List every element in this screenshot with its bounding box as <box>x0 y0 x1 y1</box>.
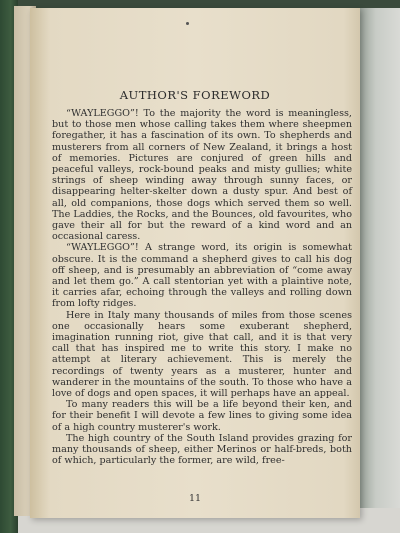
page-number: 11 <box>188 493 202 504</box>
book-cover-right <box>360 8 400 508</box>
paragraph-4: To many readers this will be a life beyond their ken, and for their benefit I will devote a few lines to giving some idea of a high country musterer's work. <box>52 399 352 433</box>
paragraph-5: The high country of the South Island provides grazing for many thousands of sheep, either Merinos or half-breds, both of which, particularly the former, are wild, free- <box>52 432 352 467</box>
page-mark <box>186 22 189 25</box>
body-text <box>52 108 352 467</box>
paragraph-2: “WAYLEGGO”! A strange word, its origin is somewhat obscure. It is the command a shepherd gives to call his dog off sheep, and is presumably an abbreviation of “come away and let them go.” A call stentorian yet with a plaintive note, it carries afar, echoing through the valleys and rolling down from lofty ridges. <box>52 242 352 310</box>
paragraph-1: “WAYLEGGO”! To the majority the word is meaningless, but to those men whose calling takes them where sheepmen foregather, it has a fascination of its own. To shepherds and musterers from all corners of New Zealand, it brings a host of memories. Pictures are conjured of green hills and peaceful valleys, rock-bound peaks and misty gullies; white strings of sheep winding away through sunny faces, or disappearing helter-skelter down a dusty spur. And best of all, old companions, those dogs which served them so well. The Laddies, the Rocks, and the Bounces, old favourites, who gave their all for but the reward of a kind word and an occasional caress. <box>52 108 352 243</box>
paragraph-3: Here in Italy many thousands of miles from those scenes one occasionally hears some exuberant shepherd, imagination running riot, give that call, and it is that very call that has inspired me to write this story. I make no attempt at literary achievement. This is merely the recordings of twenty years as a musterer, hunter and wanderer in the mountains of the south. To those who have a love of dogs and open spaces, it will perhaps have an appeal. <box>52 309 352 400</box>
page-title: AUTHOR'S FOREWORD <box>119 88 271 102</box>
